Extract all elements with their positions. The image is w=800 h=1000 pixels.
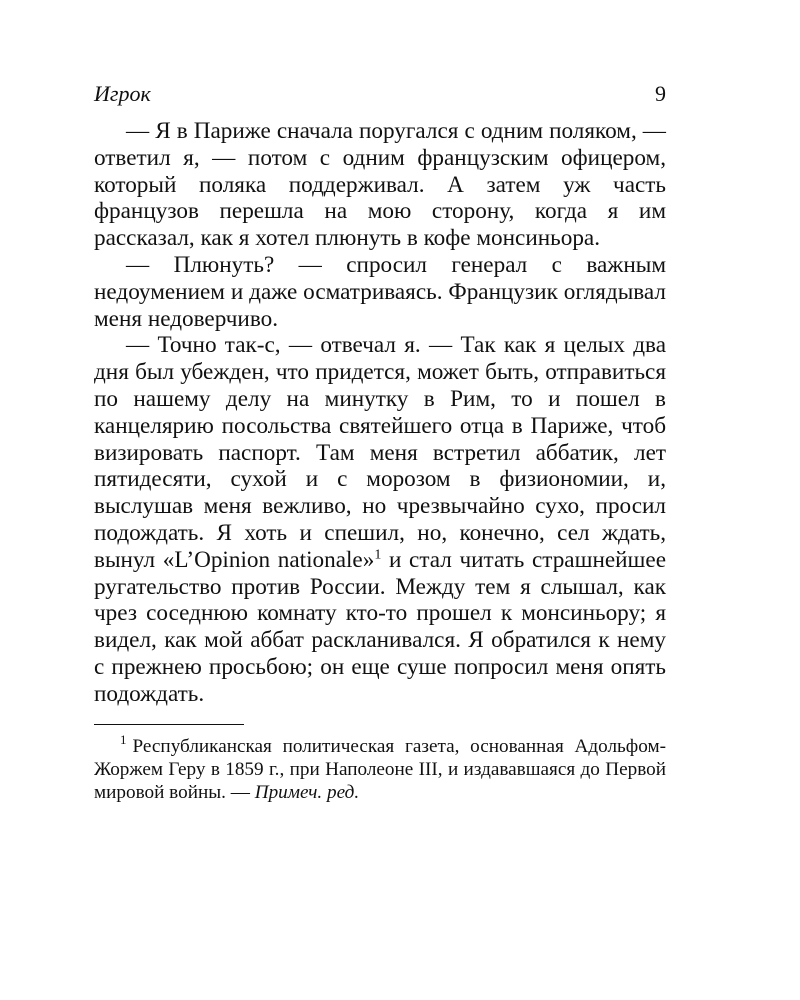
editor-note: Примеч. ред. — [254, 781, 360, 803]
footnote-divider — [94, 724, 244, 725]
footnote-number: 1 — [120, 732, 127, 748]
paragraph: — Я в Париже сначала поругался с одним поляком, — ответил я, — потом с одним французским офицером, который поляка поддерживал. А затем уж часть французов перешла на мою сторону, когда я им рассказал, как я хотел плюнуть в кофе монсиньора. — [94, 118, 666, 252]
running-title: Игрок — [94, 81, 151, 106]
footnote-text: Республиканская политическая газета, основанная Адольфом-Жоржем Геру в 1859 г., при Наполеоне III, и издававшаяся до Первой мировой войны. — — [94, 735, 666, 803]
page-header — [94, 80, 666, 108]
paragraph: — Плюнуть? — спросил генерал с важным недоумением и даже осматриваясь. Французик оглядывал меня недоверчиво. — [94, 251, 666, 332]
paragraph-text: — Точно так-с, — отвечал я. — Так как я целых два дня был убежден, что придется, может быть, отправиться по нашему делу на минутку в Рим, то и пошел в канцелярию посольства святейшего отца в Париже, чтоб визировать паспорт. Там меня встретил аббатик, лет пятидесяти, сухой и с морозом в физиономии, и, выслушав меня вежливо, но чрезвычайно сухо, просил подождать. Я хоть и спешил, но, конечно, сел ждать, вынул «L’Opinion nationale» — [94, 332, 666, 573]
page-number: 9 — [655, 81, 666, 106]
paragraph — [94, 332, 666, 707]
footnote — [94, 732, 666, 804]
paragraph-text: и стал читать страшнейшее ругательство против России. Между тем я слышал, как чрез соседнюю комнату кто-то прошел к монсиньору; я видел, как мой аббат раскланивался. Я обратился к нему с прежнею просьбою; он еще суше попросил меня опять подождать. — [94, 546, 666, 707]
book-page — [94, 80, 666, 804]
footnote-reference[interactable]: 1 — [374, 547, 382, 563]
body-text — [94, 118, 666, 708]
